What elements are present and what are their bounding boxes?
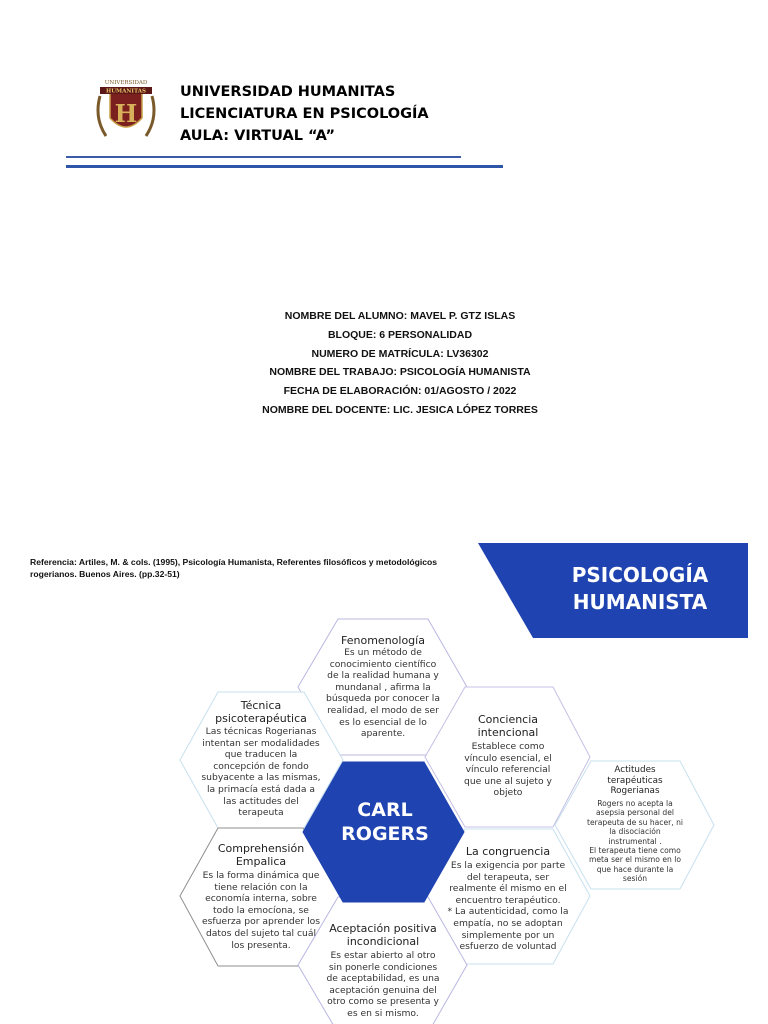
conciencia-title bbox=[438, 713, 578, 739]
text-line: Rogers no acepta la bbox=[597, 799, 673, 808]
text-line: asepsia personal del bbox=[595, 808, 675, 818]
actitudes-title bbox=[575, 765, 695, 797]
work-name: NOMBRE DEL TRABAJO: PSICOLOGÍA HUMANISTA bbox=[269, 366, 531, 379]
text-line: intentan ser modalidades bbox=[202, 737, 320, 749]
title-line: incondicional bbox=[346, 935, 420, 948]
date: FECHA DE ELABORACIÓN: 01/AGOSTO / 2022 bbox=[283, 385, 517, 398]
center-line-2: ROGERS bbox=[341, 823, 429, 845]
fenomenologia-title: Fenomenología bbox=[341, 634, 425, 647]
text-line: es en si mismo. bbox=[347, 1007, 419, 1019]
text-line: esfuerza por aprender los bbox=[201, 916, 321, 928]
student-info bbox=[0, 307, 768, 420]
text-line: de aceptabilidad, es una bbox=[326, 973, 440, 985]
text-line: todo la emocíona, se bbox=[213, 904, 309, 916]
text-line: Es un método de bbox=[344, 647, 422, 658]
text-line: de la realidad humana y bbox=[327, 670, 439, 682]
banner-line-1: PSICOLOGÍA bbox=[571, 563, 709, 587]
text-line: terapeuta bbox=[238, 807, 284, 819]
title-line: Actitudes bbox=[614, 765, 656, 775]
text-line: sin ponerle condiciones bbox=[328, 961, 438, 973]
text-line: Es la forma dinámica que bbox=[202, 870, 320, 881]
text-line: Es la exigencia por parte bbox=[450, 860, 566, 871]
enrollment-number: NUMERO DE MATRÍCULA: LV36302 bbox=[311, 347, 489, 360]
text-line: la primacía está dada a bbox=[206, 783, 316, 795]
title-line: Rogerianas bbox=[610, 786, 660, 796]
title-line: Conciencia bbox=[477, 713, 539, 726]
text-line: terapeuta de su hacer, ni bbox=[586, 817, 684, 827]
text-line: encuentro terapéutico. bbox=[455, 894, 561, 906]
text-line: aparente. bbox=[360, 728, 406, 740]
title-line: intencional bbox=[477, 726, 539, 739]
logo-top-text: UNIVERSIDAD bbox=[104, 80, 148, 86]
text-line: búsqueda por conocer la bbox=[326, 693, 440, 705]
text-line: esfuerzo de voluntad bbox=[459, 941, 557, 953]
text-line: que traducen la bbox=[224, 749, 298, 761]
title-line: Técnica bbox=[240, 699, 282, 712]
text-line: vínculo esencial, el bbox=[464, 752, 552, 764]
svg-text:H: H bbox=[114, 99, 138, 128]
teacher-name: NOMBRE DEL DOCENTE: LIC. JESICA LÓPEZ TORRES bbox=[262, 403, 538, 416]
text-line: las actitudes del bbox=[223, 795, 299, 807]
header-classroom: AULA: VIRTUAL “A” bbox=[180, 128, 336, 144]
text-line: datos del sujeto tal cuál bbox=[205, 927, 317, 939]
text-line: realidad, el modo de ser bbox=[327, 704, 439, 716]
header-degree: LICENCIATURA EN PSICOLOGÍA bbox=[180, 106, 429, 122]
banner-line-2: HUMANISTA bbox=[572, 590, 708, 614]
text-line: los presenta. bbox=[231, 939, 291, 951]
text-line: * La autenticidad, como la bbox=[447, 906, 569, 918]
tecnica-title bbox=[191, 699, 331, 725]
text-line: simplemente por un bbox=[461, 929, 555, 941]
text-line: empatía, no se adoptan bbox=[453, 917, 563, 929]
text-line: meta ser el mismo en lo bbox=[588, 855, 682, 865]
text-line: Las técnicas Rogerianas bbox=[205, 726, 317, 737]
text-line: mundanal , afirma la bbox=[335, 681, 431, 693]
text-line: concepción de fondo bbox=[213, 760, 309, 772]
student-name: NOMBRE DEL ALUMNO: MAVEL P. GTZ ISLAS bbox=[284, 310, 516, 322]
text-line: objeto bbox=[493, 787, 523, 799]
header-rule-bottom bbox=[66, 165, 503, 168]
text-line: aceptación genuina del bbox=[329, 984, 437, 996]
comprension-title bbox=[191, 842, 331, 868]
text-line: subyacente a las mismas, bbox=[201, 772, 321, 784]
text-line: Establece como bbox=[471, 741, 545, 752]
text-line: realmente él mismo en el bbox=[449, 883, 567, 895]
text-line: que hace durante la bbox=[596, 864, 674, 874]
text-line: El terapeuta tiene como bbox=[589, 846, 681, 856]
congruencia-title: La congruencia bbox=[465, 845, 551, 858]
tecnica-body bbox=[186, 726, 336, 819]
header-university: UNIVERSIDAD HUMANITAS bbox=[180, 84, 396, 100]
text-line: otro como se presenta y bbox=[327, 996, 439, 1008]
text-line: del terapeuta, ser bbox=[466, 871, 550, 883]
reference-text: Referencia: Artiles, M. & cols. (1995), Psicología Humanista, Referentes filosóficos y metodológicos rogerianos. Buenos Aires. (pp.32-51) bbox=[30, 557, 438, 579]
center-line-1: CARL bbox=[357, 799, 413, 821]
banner-title bbox=[540, 562, 740, 616]
conciencia-body bbox=[433, 741, 583, 799]
title-line: Aceptación positiva bbox=[329, 922, 437, 935]
title-line: terapéuticas bbox=[607, 775, 663, 786]
text-line: que une al sujeto y bbox=[464, 775, 552, 787]
text-line: sesión bbox=[622, 874, 648, 884]
text-line: es lo esencial de lo bbox=[339, 716, 427, 728]
aceptacion-body bbox=[308, 950, 458, 1020]
text-line: Es estar abierto al otro bbox=[330, 950, 436, 961]
text-line: conocimiento científico bbox=[329, 658, 437, 670]
text-line: vínculo referencial bbox=[465, 764, 551, 776]
university-logo bbox=[86, 78, 166, 144]
text-line: instrumental . bbox=[608, 836, 662, 846]
title-line: Comprehensión bbox=[217, 842, 305, 855]
text-line: tiene relación con la bbox=[214, 881, 308, 893]
title-line: psicoterapéutica bbox=[215, 712, 307, 725]
logo-mid-text: HUMANITAS bbox=[106, 88, 146, 95]
title-line: Empalica bbox=[235, 855, 287, 868]
aceptacion-title bbox=[313, 922, 453, 948]
text-line: la disociación bbox=[609, 827, 661, 837]
text-line: economía interna, sobre bbox=[205, 893, 317, 905]
block: BLOQUE: 6 PERSONALIDAD bbox=[327, 328, 473, 341]
header-rule-top bbox=[66, 156, 461, 158]
